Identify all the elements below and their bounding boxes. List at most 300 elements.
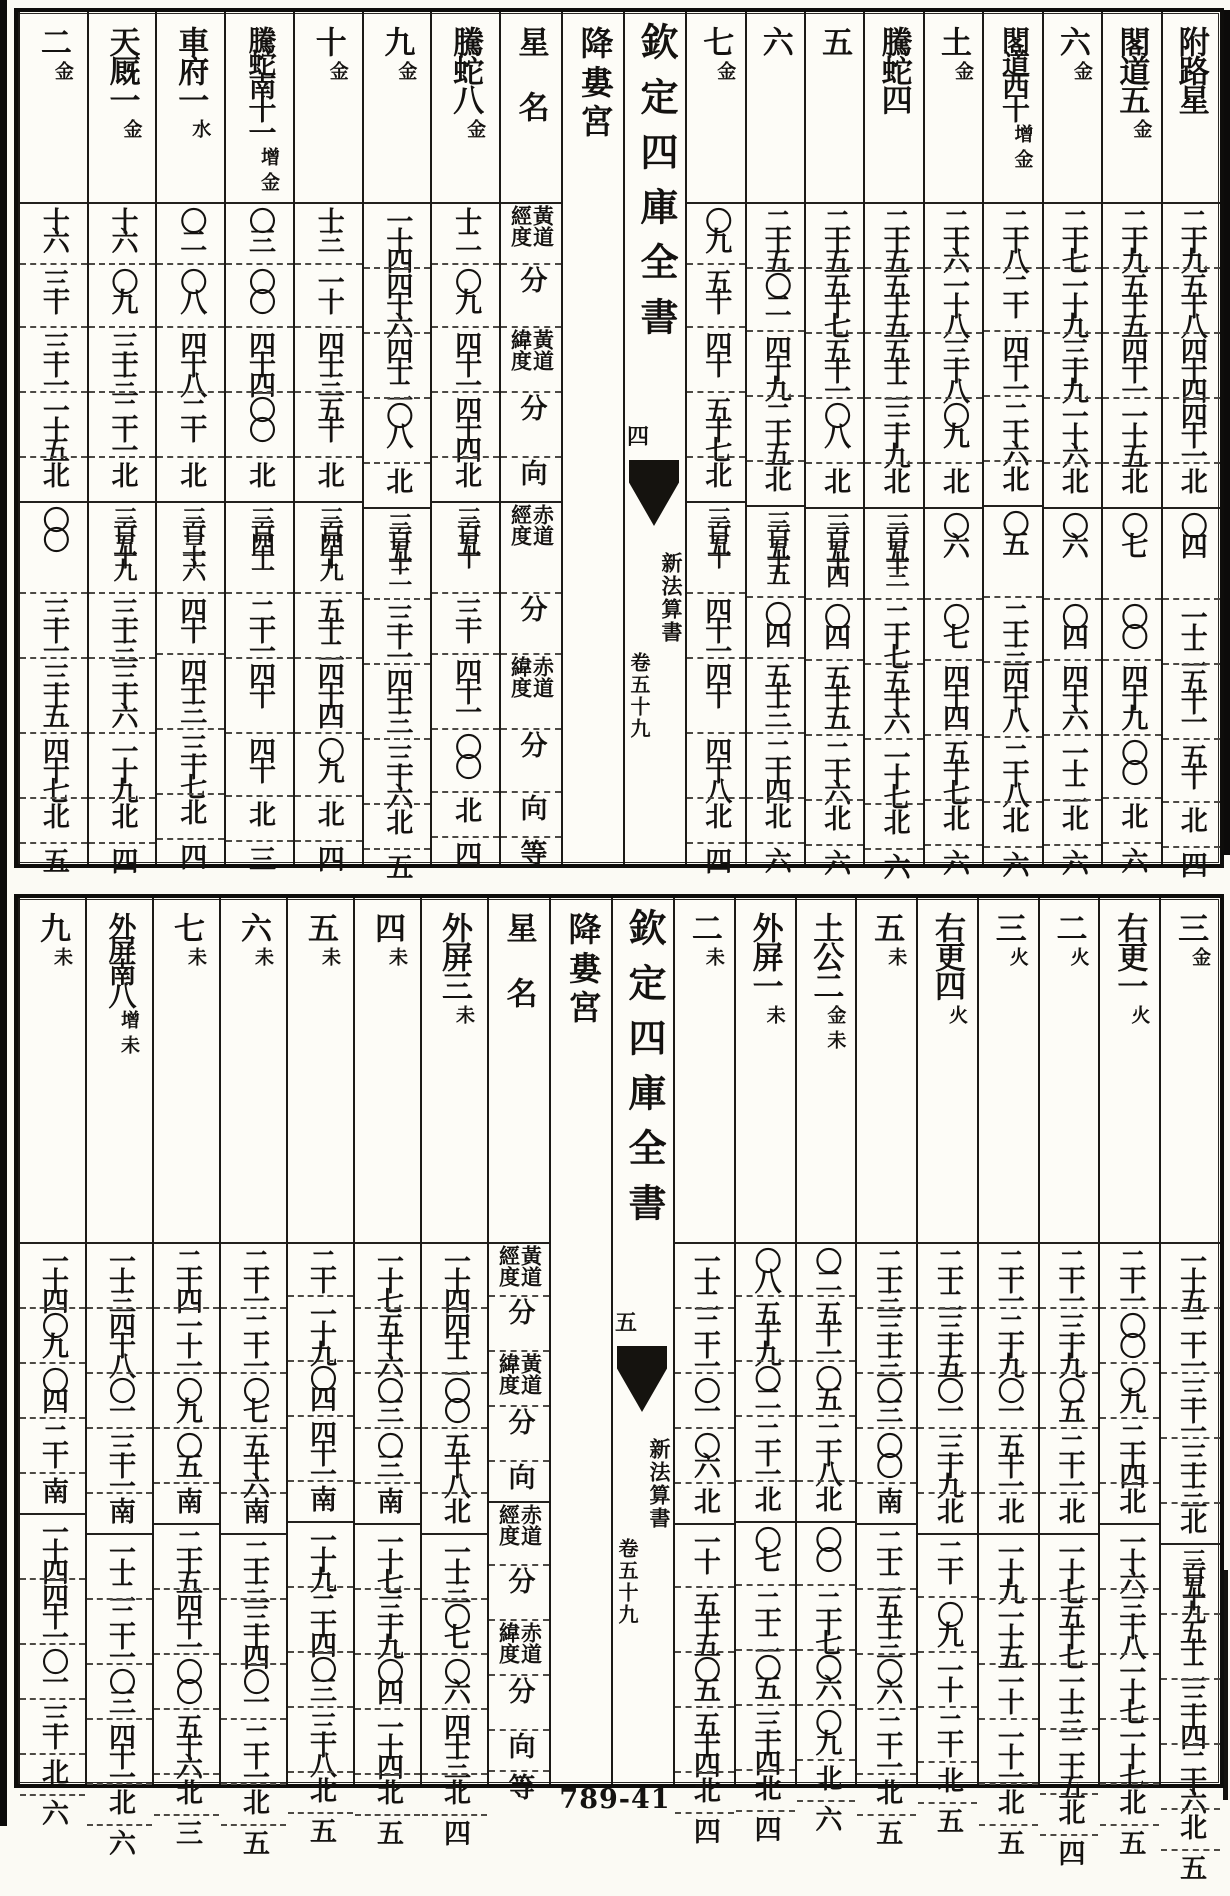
star-name-block [807, 912, 844, 1242]
coordinate-value: 三百五十 [452, 506, 479, 558]
coordinate-value: 五十五 [689, 1591, 720, 1651]
table-cell [1161, 1678, 1220, 1743]
star-name: 騰蛇四 [876, 26, 912, 113]
magnitude-value: 五 [993, 1829, 1024, 1856]
scan-edge-artifact [0, 0, 7, 1826]
star-name-block [302, 912, 339, 1242]
magnitude-value: 六 [998, 851, 1029, 878]
row-label-main: 向 [516, 794, 547, 821]
coordinate-value: 四十四 [939, 664, 970, 724]
coordinate-value: 二十一 [239, 1723, 269, 1783]
row-label-sub: 緯度 [496, 1622, 521, 1664]
book-spine [623, 12, 687, 864]
star-name-cell [1100, 898, 1159, 1242]
star-name-cell [154, 898, 219, 1242]
row-label-main: 赤道 [518, 1622, 543, 1664]
magnitude-value: 五 [1115, 1829, 1146, 1856]
coordinate-value: 二十四 [306, 1591, 336, 1651]
star-name: 六 [757, 26, 793, 55]
table-cell [857, 1482, 916, 1523]
direction-value: 北 [760, 802, 791, 829]
coordinate-value: 〇九 [1115, 1367, 1146, 1407]
star-name-block [747, 912, 784, 1242]
table-cell [355, 1427, 420, 1482]
table-cell [288, 1586, 353, 1651]
star-name: 騰蛇八 [448, 26, 484, 113]
coordinate-value: 〇九 [811, 1709, 842, 1749]
table-cell [865, 738, 922, 803]
star-name: 右更一 [1112, 912, 1148, 999]
table-cell [675, 1427, 734, 1482]
coordinate-value: 〇九 [38, 1312, 68, 1352]
coordinate-value: 〇三 [373, 1432, 403, 1472]
star-tag: 增 [118, 1010, 139, 1029]
magnitude-value: 四 [313, 845, 344, 872]
table-cell [154, 1242, 219, 1307]
table-cell [20, 1472, 85, 1513]
star-name: 五 [817, 26, 853, 55]
table-cell [984, 460, 1041, 505]
coordinate-value: 〇三 [105, 1668, 135, 1708]
coordinate-value: 二十一 [1176, 1312, 1207, 1372]
coordinate-value: 二十一 [107, 396, 138, 456]
row-label-cell [501, 263, 561, 326]
spine-volume: 卷五十九 [615, 1538, 637, 1626]
coordinate-value: 〇四 [373, 1658, 403, 1698]
table-cell [984, 846, 1041, 897]
direction-value: 北 [939, 467, 970, 494]
table-cell [687, 391, 744, 456]
coordinate-value: 二十五 [760, 207, 791, 267]
star-name-block [172, 26, 209, 202]
table-cell [422, 1307, 487, 1372]
spine-volume: 卷五十九 [627, 652, 649, 740]
table-cell [736, 1242, 795, 1295]
page-right-half [687, 12, 1220, 880]
coordinate-value: 二十一 [244, 597, 275, 657]
star-name: 土 [936, 26, 972, 55]
table-cell [355, 1814, 420, 1861]
coordinate-value: 二十一 [105, 1603, 135, 1663]
coordinate-value: 四十一 [451, 331, 482, 391]
table-cell [20, 1307, 85, 1362]
direction-value: 北 [820, 467, 851, 494]
star-name: 九 [35, 912, 70, 941]
coordinate-value: 〇一 [932, 1377, 963, 1417]
star-name-block [817, 26, 853, 202]
coordinate-value: 二十五 [879, 207, 910, 267]
star-name: 七 [169, 912, 204, 941]
coordinate-value: 〇四 [1176, 512, 1207, 552]
star-name-cell [675, 898, 734, 1242]
row-label [506, 1567, 533, 1594]
table-cell [1163, 397, 1220, 462]
direction-value: 北 [107, 802, 138, 829]
table-cell [154, 1814, 219, 1861]
coordinate-value: 四十一 [701, 597, 732, 657]
star-tag: 未 [824, 1030, 846, 1049]
table-cell [1161, 1543, 1220, 1613]
direction-value: 南 [373, 1487, 403, 1514]
coordinate-value: 〇九 [172, 1377, 202, 1417]
star-column [982, 12, 1041, 878]
row-label-main: 黃道 [518, 1245, 543, 1287]
coordinate-value: 四十三 [382, 668, 413, 728]
coordinate-value: 〇五 [689, 1656, 720, 1696]
star-column [1161, 12, 1220, 878]
coordinate-value: 〇九 [932, 1601, 963, 1641]
table-cell [154, 1427, 219, 1482]
coordinate-value: 一十二 [1176, 603, 1207, 663]
star-name-block [868, 912, 905, 1242]
table-cell [154, 1372, 219, 1427]
table-cell [20, 797, 87, 842]
coordinate-value: 〇八 [382, 402, 413, 442]
table-cell [422, 1427, 487, 1492]
coordinate-value: 二十七 [879, 603, 910, 663]
table-cell [736, 1810, 795, 1857]
table-cell [925, 799, 982, 844]
star-tag: 未 [702, 947, 724, 966]
table-cell [979, 1824, 1038, 1871]
coordinate-value: 三十四 [750, 1709, 781, 1769]
coordinate-value: 二十一 [993, 1247, 1024, 1307]
magnitude-value: 六 [1117, 847, 1148, 874]
direction-value: 北 [1057, 467, 1088, 494]
coordinate-value: 三十九 [932, 1432, 963, 1492]
coordinate-value: 〇九 [107, 268, 138, 308]
coordinate-value: 二十一 [239, 1312, 269, 1372]
row-label-main: 黃道 [530, 205, 555, 247]
table-cell [20, 1242, 85, 1307]
row-label-main: 分 [504, 1408, 535, 1435]
direction-value: 北 [872, 1778, 903, 1805]
coordinate-value: 三百四十一 [246, 506, 273, 571]
table-cell [355, 1523, 420, 1588]
table-cell [20, 732, 87, 797]
table-cell [675, 1706, 734, 1771]
star-name-block [1111, 912, 1148, 1242]
magnitude-value: 三 [244, 845, 275, 872]
book-spine [611, 898, 675, 1784]
table-cell [979, 1242, 1038, 1307]
star-name: 車府一 [173, 26, 209, 113]
coordinate-value: 一十 [689, 1528, 720, 1568]
star-tag: 未 [453, 1005, 474, 1024]
table-cell [918, 1596, 977, 1651]
table-cell [89, 592, 156, 657]
table-cell [984, 801, 1041, 846]
coordinate-value: 四十二 [440, 1312, 470, 1372]
table-cell [226, 202, 293, 263]
coordinate-value: 〇七 [440, 1603, 470, 1643]
table-cell [747, 596, 804, 657]
coordinate-value: 四十 [176, 597, 207, 637]
coordinate-value: 一十九 [107, 737, 138, 797]
direction-value: 北 [382, 467, 413, 494]
table-cell [925, 462, 982, 507]
table-cell [687, 797, 744, 842]
coordinate-value: 〇〇 [1115, 1312, 1146, 1352]
star-name-block [994, 26, 1031, 202]
table-cell [89, 391, 156, 456]
table-cell [226, 732, 293, 795]
star-name-block [935, 26, 972, 202]
coordinate-value: 〇八 [176, 268, 207, 308]
coordinate-value: 四十一 [1117, 337, 1148, 397]
coordinate-value: 〇六 [1057, 512, 1088, 552]
coordinate-value: 〇九 [701, 207, 732, 247]
table-cell [918, 1242, 977, 1307]
table-cell [736, 1521, 795, 1584]
coordinate-value: 二十六 [820, 739, 851, 799]
page-left-half [18, 12, 623, 880]
table-cell [89, 842, 156, 893]
row-label-sub: 經度 [496, 1245, 521, 1287]
coordinate-value: 二十一 [1054, 1247, 1085, 1307]
star-name-block [757, 26, 793, 202]
star-tag: 未 [763, 1005, 785, 1024]
star-tag: 水 [189, 119, 211, 138]
table-cell [865, 202, 922, 267]
direction-value: 北 [1054, 1497, 1085, 1524]
coordinate-value: 三百五十九 [109, 506, 136, 571]
coordinate-value: 〇五 [811, 1365, 842, 1405]
coordinate-value: 〇六 [811, 1654, 842, 1694]
star-tag: 金 [1070, 61, 1092, 80]
row-label-cell [501, 202, 561, 263]
star-tag: 未 [118, 1035, 139, 1054]
coordinate-value: 五十五 [820, 664, 851, 724]
star-name-block [447, 26, 484, 202]
coordinate-value: 五十 [701, 268, 732, 308]
star-name-cell [918, 898, 977, 1242]
star-tag: 未 [185, 947, 206, 966]
star-column [155, 12, 224, 870]
table-cell [89, 501, 156, 592]
star-name: 右更四 [929, 912, 965, 999]
coordinate-value: 二十六 [939, 207, 970, 267]
table-cell [154, 1523, 219, 1588]
direction-value: 北 [701, 461, 732, 488]
table-cell [918, 1307, 977, 1372]
table-cell [747, 267, 804, 330]
table-cell [806, 332, 863, 397]
table-cell [221, 1492, 286, 1533]
magnitude-value: 五 [932, 1807, 963, 1834]
table-cell [1161, 1613, 1220, 1678]
table-cell [1163, 663, 1220, 738]
star-name-block [1172, 912, 1209, 1242]
table-cell [797, 1480, 856, 1521]
coordinate-value: 二十三 [872, 1247, 903, 1307]
coordinate-value: 〇八 [750, 1247, 781, 1287]
table-cell [157, 263, 224, 326]
star-column [687, 12, 744, 874]
coordinate-value: 一十四 [440, 1247, 470, 1307]
coordinate-value: 一十五 [1176, 1247, 1207, 1307]
row-label [506, 1298, 533, 1325]
coordinate-value: 四十三 [440, 1713, 470, 1773]
star-name-cell [1044, 12, 1101, 202]
row-label-main: 赤道 [530, 656, 555, 698]
direction-value: 北 [244, 800, 275, 827]
coordinate-value: 三十四 [239, 1603, 269, 1663]
table-cell [432, 202, 499, 263]
table-cell [1103, 734, 1160, 797]
direction-value: 北 [811, 1764, 842, 1791]
coordinate-value: 三百五十三 [881, 512, 908, 577]
star-column [353, 898, 420, 1846]
table-cell [984, 596, 1041, 661]
star-tag: 未 [252, 947, 273, 966]
row-label [518, 459, 545, 486]
direction-value: 北 [689, 1487, 720, 1514]
table-cell [1044, 734, 1101, 799]
coordinate-value: 十二 [451, 207, 482, 247]
table-cell [422, 1372, 487, 1427]
direction-value: 北 [451, 461, 482, 488]
table-cell [295, 795, 362, 840]
row-label-cell [501, 501, 561, 592]
star-column [923, 12, 982, 876]
table-cell [1100, 1307, 1159, 1362]
coordinate-value: 四十 [701, 331, 732, 371]
star-tag: 金 [824, 1005, 846, 1024]
magnitude-value: 六 [879, 853, 910, 880]
star-name: 五 [869, 912, 905, 941]
coordinate-value: 〇六 [689, 1432, 720, 1472]
table-cell [736, 1649, 795, 1704]
table-cell [687, 456, 744, 501]
table-cell [288, 1242, 353, 1295]
spine-book-title: 新法算書 [647, 1438, 671, 1530]
table-cell [20, 657, 87, 732]
coordinate-value: 〇二 [760, 272, 791, 312]
row-label [498, 1353, 541, 1395]
coordinate-value: 〇四 [1057, 603, 1088, 643]
table-cell [736, 1704, 795, 1769]
table-cell [1163, 507, 1220, 598]
star-name: 六 [236, 912, 271, 941]
table-cell [865, 598, 922, 663]
star-name-cell [1040, 898, 1099, 1242]
star-name-cell [355, 898, 420, 1242]
table-cell [1103, 332, 1160, 397]
coordinate-value: 三百五十二 [383, 512, 410, 577]
coordinate-value: 五十九 [750, 1300, 781, 1360]
coordinate-value: 二十二 [932, 1247, 963, 1307]
palace-column [549, 898, 611, 1784]
coordinate-value: 一十 [313, 268, 344, 308]
coordinate-value: 〇三 [373, 1377, 403, 1417]
table-cell [1100, 1417, 1159, 1482]
coordinate-value: 二十五 [172, 1528, 202, 1588]
table-cell [865, 397, 922, 462]
table-cell [675, 1307, 734, 1372]
table-cell [157, 728, 224, 793]
row-label [518, 595, 545, 622]
star-tag: 增 [257, 147, 279, 166]
star-column [1101, 12, 1160, 874]
table-cell [295, 657, 362, 732]
coordinate-value: 〇六 [440, 1658, 470, 1698]
coordinate-value: 二十八 [998, 741, 1029, 801]
coordinate-value: 〇〇 [244, 268, 275, 308]
coordinate-value: 四十一 [306, 1420, 336, 1480]
table-cell [157, 653, 224, 728]
star-name-block [104, 26, 141, 202]
coordinate-value: 二十四 [1115, 1422, 1146, 1482]
star-name-block [369, 912, 406, 1242]
direction-value: 北 [38, 1758, 68, 1785]
table-cell [925, 267, 982, 332]
coordinate-value: 四十一 [172, 1593, 202, 1653]
row-label-main: 分 [516, 595, 547, 622]
table-cell [154, 1307, 219, 1372]
coordinate-value: 三十一 [1176, 1377, 1207, 1437]
coordinate-value: 三十 [451, 597, 482, 637]
table-cell [925, 659, 982, 734]
row-label-main: 黃道 [518, 1353, 543, 1395]
direction-value: 北 [105, 1788, 135, 1815]
coordinate-value: 二十二 [872, 1528, 903, 1588]
star-name-header-cell [501, 12, 561, 202]
page-number: 789-41 [559, 1784, 671, 1815]
coordinate-value: 三十六 [107, 662, 138, 722]
magnitude-value: 五 [306, 1817, 336, 1844]
star-tag: 火 [1067, 947, 1089, 966]
row-label-cell [501, 791, 561, 836]
star-name-header-label: 星名 [501, 912, 537, 1042]
table-cell [979, 1598, 1038, 1663]
coordinate-value: 五十五 [1117, 272, 1148, 332]
table-cell [1100, 1588, 1159, 1653]
row-label-main: 分 [504, 1298, 535, 1325]
table-cell [89, 732, 156, 797]
table-cell [675, 1242, 734, 1307]
table-cell [1040, 1533, 1099, 1598]
coordinate-value: 〇四 [760, 601, 791, 641]
table-cell [1100, 1482, 1159, 1523]
direction-value: 北 [998, 465, 1029, 492]
table-cell [87, 1663, 152, 1718]
coordinate-value: 三十五 [932, 1312, 963, 1372]
star-name-block [35, 26, 72, 202]
star-name-cell [226, 12, 293, 202]
table-cell [221, 1307, 286, 1372]
table-cell [1163, 598, 1220, 663]
coordinate-value: 二十三 [998, 601, 1029, 661]
coordinate-value: 〇三 [872, 1377, 903, 1417]
table-cell [806, 734, 863, 799]
magnitude-value: 五 [239, 1829, 269, 1856]
coordinate-value: 二十一 [1054, 1432, 1085, 1492]
table-cell [1044, 507, 1101, 598]
table-cell [806, 598, 863, 659]
table-cell [364, 598, 431, 663]
star-column [293, 12, 362, 872]
star-tag: 金 [714, 61, 736, 80]
coordinate-value: 四十 [701, 662, 732, 702]
direction-value: 北 [998, 806, 1029, 833]
table-cell [918, 1492, 977, 1533]
row-label-main: 向 [516, 459, 547, 486]
star-name: 外屏南八 [104, 912, 136, 1004]
coordinate-value: 〇八 [820, 402, 851, 442]
coordinate-value: 三十九 [879, 402, 910, 462]
table-cell [422, 1598, 487, 1653]
